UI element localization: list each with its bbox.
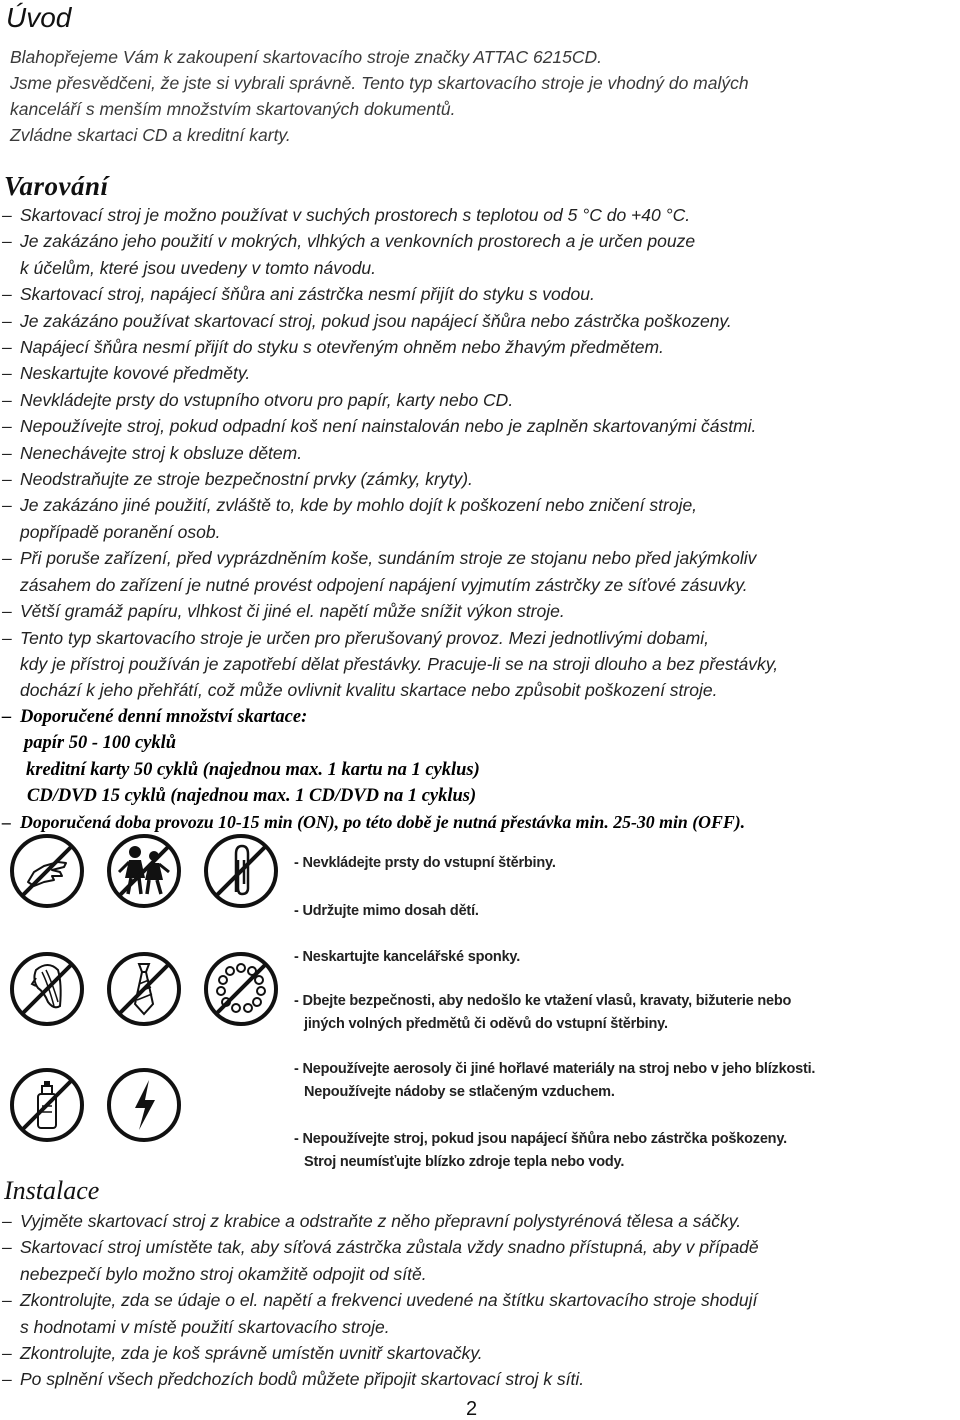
safety-icons <box>0 832 290 1152</box>
installation-list <box>0 1208 960 1393</box>
warning-line: Větší gramáž papíru, vlhkost či jiné el. napětí může snížit výkon stroje. <box>20 601 565 622</box>
installation-item <box>0 1234 960 1287</box>
warning-line: zásahem do zařízení je nutné provést odpojení napájení vyjmutím zástrčky ze síťové zásuvky. <box>20 574 748 595</box>
note-line: - Nevkládejte prsty do vstupní štěrbiny. <box>294 855 556 871</box>
safety-note <box>294 1058 815 1104</box>
intro-paragraph <box>10 44 950 148</box>
bullet-dash: – <box>2 442 12 463</box>
no-aerosol-icon <box>8 1066 86 1144</box>
installation-item <box>0 1287 960 1340</box>
warning-line: Při poruše zařízení, před vyprázdněním koše, sundáním stroje ze stojanu nebo před jakýmkoliv <box>20 548 757 569</box>
warnings-list <box>0 202 960 836</box>
intro-line: kanceláří s menším množstvím skartovaných dokumentů. <box>10 99 456 119</box>
safety-note <box>294 900 479 923</box>
bullet-dash: – <box>2 601 12 622</box>
page-number: 2 <box>466 1398 478 1420</box>
recommended-cards: kreditní karty 50 cyklů (najednou max. 1 kartu na 1 cyklus) <box>26 759 480 780</box>
intro-line: Blahopřejeme Vám k zakoupení skartovacího stroje značky ATTAC 6215CD. <box>10 47 603 67</box>
note-line: - Nepoužívejte stroj, pokud jsou napájecí šňůra nebo zástrčka poškozeny. <box>294 1131 787 1147</box>
paperclip-icon <box>202 832 280 910</box>
warning-item <box>0 598 960 624</box>
warning-line: Nepoužívejte stroj, pokud odpadní koš není nainstalován nebo je zaplněn skartovanými částmi. <box>20 416 757 437</box>
warning-line: k účelům, které jsou uvedeny v tomto návodu. <box>20 257 377 278</box>
warning-line: Neodstraňujte ze stroje bezpečnostní prvky (zámky, kryty). <box>20 469 473 490</box>
warning-line: dochází k jeho přehřátí, což může ovlivnit kvalitu skartace nebo způsobit poškození stroje. <box>20 680 718 701</box>
warning-line: Napájecí šňůra nesmí přijít do styku s otevřeným ohněm nebo žhavým předmětem. <box>20 337 664 358</box>
bullet-dash: – <box>2 337 12 358</box>
bullet-dash: – <box>2 363 12 384</box>
no-hand-icon <box>8 832 86 910</box>
bullet-dash: – <box>2 416 12 437</box>
installation-line: s hodnotami v místě použití skartovacího stroje. <box>20 1316 390 1337</box>
warning-line: kdy je přístroj používán je zapotřebí dělat přestávky. Pracuje-li se na stroji dlouho a bez přestávky, <box>20 653 779 674</box>
warning-item <box>0 413 960 439</box>
installation-line: Zkontrolujte, zda se údaje o el. napětí a frekvenci uvedené na štítku skartovacího stroje shodují <box>20 1290 758 1311</box>
electric-hazard-icon <box>105 1066 183 1144</box>
bullet-dash: – <box>2 812 11 833</box>
bullet-dash: – <box>2 469 12 490</box>
installation-item <box>0 1340 960 1366</box>
warning-line: Nenechávejte stroj k obsluze dětem. <box>20 442 303 463</box>
note-line: - Nepoužívejte aerosoly či jiné hořlavé materiály na stroj nebo v jeho blízkosti. <box>294 1061 816 1077</box>
bullet-dash: – <box>2 495 12 516</box>
bullet-dash: – <box>2 627 12 648</box>
warning-item <box>0 228 960 281</box>
bullet-dash: – <box>2 284 12 305</box>
duty-cycle-text: Doporučená doba provozu 10-15 min (ON), po této době je nutná přestávka min. 25-30 min (OFF). <box>20 812 746 833</box>
bullet-dash: – <box>2 389 12 410</box>
safety-note <box>294 990 791 1036</box>
safety-note <box>294 946 520 969</box>
warning-item <box>0 387 960 413</box>
bullet-dash: – <box>2 231 12 252</box>
installation-line: Vyjměte skartovací stroj z krabice a odstraňte z něho přepravní polystyrénová tělesa a sáčky. <box>20 1211 742 1231</box>
recommended-amount-item <box>0 704 960 730</box>
warning-item <box>0 308 960 334</box>
bullet-dash: – <box>2 1290 12 1311</box>
recommended-cd: CD/DVD 15 cyklů (najednou max. 1 CD/DVD na 1 cyklus) <box>27 785 477 806</box>
note-line: jiných volných předmětů či oděvů do vstupní štěrbiny. <box>304 1016 668 1032</box>
warning-item <box>0 466 960 492</box>
intro-line: Jsme přesvědčeni, že jste si vybrali správně. Tento typ skartovacího stroje je vhodný do malých <box>10 73 749 93</box>
warning-line: Je zakázáno jiné použití, zvláště to, kde by mohlo dojít k poškození nebo zničení stroje, <box>20 495 698 516</box>
warning-item <box>0 545 960 598</box>
warning-item <box>0 492 960 545</box>
warning-item <box>0 281 960 307</box>
installation-line: Skartovací stroj umístěte tak, aby síťová zástrčka zůstala vždy snadno přístupná, aby v případě <box>20 1237 759 1258</box>
note-line: - Neskartujte kancelářské sponky. <box>294 949 521 965</box>
warning-item <box>0 202 960 228</box>
warning-item <box>0 334 960 360</box>
no-tie-icon <box>105 950 183 1028</box>
bullet-dash: – <box>2 310 12 331</box>
bullet-dash: – <box>2 706 12 727</box>
safety-note <box>294 852 556 875</box>
intro-heading: Úvod <box>6 2 72 33</box>
bullet-dash: – <box>2 205 12 225</box>
installation-item <box>0 1208 960 1234</box>
children-icon <box>105 832 183 910</box>
installation-line: nebezpečí bylo možno stroj okamžitě odpojit od sítě. <box>20 1263 427 1284</box>
bullet-dash: – <box>2 1237 12 1258</box>
bullet-dash: – <box>2 548 12 569</box>
warning-item <box>0 440 960 466</box>
installation-item <box>0 1366 960 1392</box>
note-line: Stroj neumísťujte blízko zdroje tepla nebo vody. <box>304 1154 625 1170</box>
safety-note <box>294 1128 787 1174</box>
warning-line: Tento typ skartovacího stroje je určen pro přerušovaný provoz. Mezi jednotlivými dobami, <box>20 627 709 648</box>
installation-heading: Instalace <box>4 1176 100 1205</box>
bullet-dash: – <box>2 1369 12 1390</box>
warning-line: Je zakázáno jeho použití v mokrých, vlhkých a venkovních prostorech a je určen pouze <box>20 231 696 252</box>
installation-line: Zkontrolujte, zda je koš správně umístěn uvnitř skartovačky. <box>20 1343 483 1364</box>
warning-item <box>0 625 960 704</box>
no-hair-icon <box>8 950 86 1028</box>
note-line: Nepoužívejte nádoby se stlačeným vzduchem. <box>304 1084 615 1100</box>
intro-line: Zvládne skartaci CD a kreditní karty. <box>10 125 291 145</box>
warning-line: Neskartujte kovové předměty. <box>20 363 251 384</box>
no-jewelry-icon <box>202 950 280 1028</box>
warning-item <box>0 360 960 386</box>
bullet-dash: – <box>2 1211 12 1231</box>
recommended-label: Doporučené denní množství skartace: <box>20 706 308 727</box>
warning-line: popřípadě poranění osob. <box>20 521 221 542</box>
warning-line: Nevkládejte prsty do vstupního otvoru pro papír, karty nebo CD. <box>20 389 514 410</box>
warning-line: Skartovací stroj je možno používat v suchých prostorech s teplotou od 5 °C do +40 °C. <box>20 205 691 225</box>
installation-line: Po splnění všech předchozích bodů můžete připojit skartovací stroj k síti. <box>20 1369 585 1390</box>
warnings-heading: Varování <box>4 171 109 201</box>
note-line: - Udržujte mimo dosah dětí. <box>294 903 479 919</box>
recommended-paper: papír 50 - 100 cyklů <box>24 733 177 754</box>
warning-line: Je zakázáno používat skartovací stroj, pokud jsou napájecí šňůra nebo zástrčka poškozeny. <box>20 310 732 331</box>
note-line: - Dbejte bezpečnosti, aby nedošlo ke vtažení vlasů, kravaty, bižuterie nebo <box>294 993 792 1009</box>
bullet-dash: – <box>2 1343 12 1364</box>
warning-line: Skartovací stroj, napájecí šňůra ani zástrčka nesmí přijít do styku s vodou. <box>20 284 595 305</box>
